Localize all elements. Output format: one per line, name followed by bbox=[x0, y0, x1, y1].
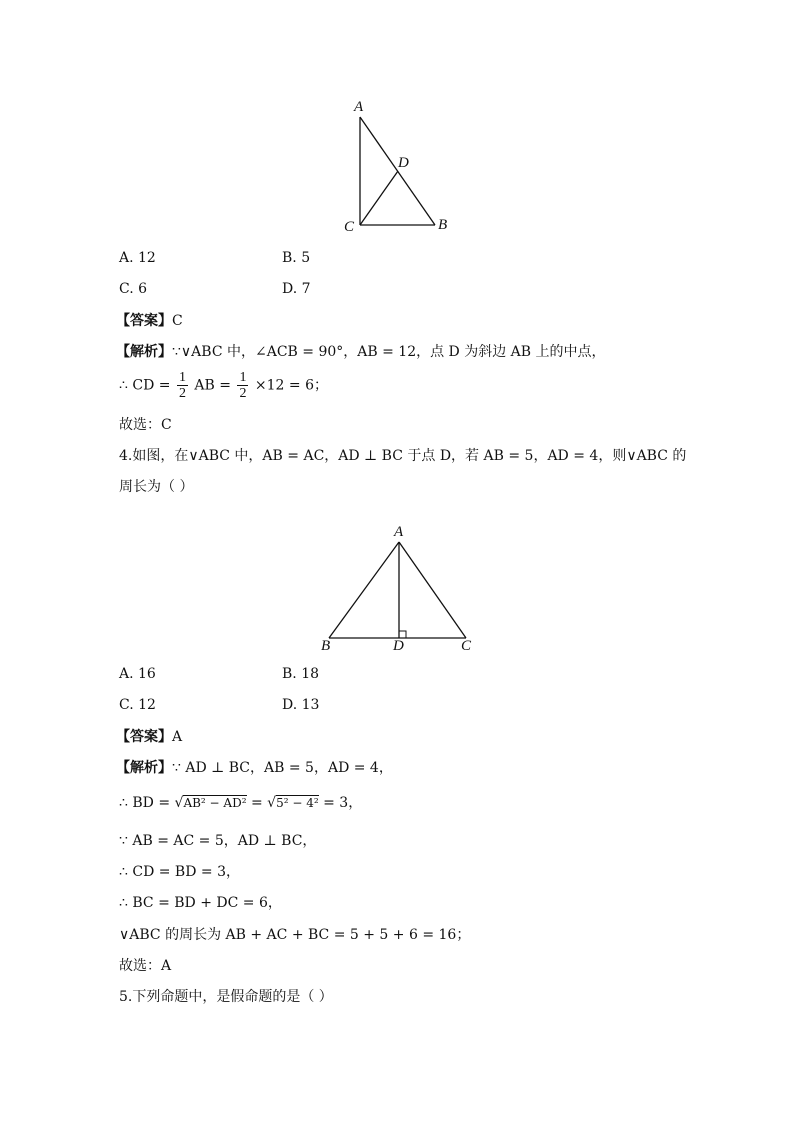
q3-choose: 故选：C bbox=[119, 417, 172, 433]
formula-end: ×12 = 6； bbox=[254, 377, 328, 394]
analysis-label: 【解析】 bbox=[116, 344, 172, 360]
q5-stem: 5.下列命题中，是假命题的是（ ） bbox=[119, 989, 333, 1005]
vertex-label-c: C bbox=[344, 219, 355, 235]
vertex-label-d: D bbox=[398, 155, 409, 171]
figure-isosceles-triangle bbox=[315, 524, 485, 660]
answer-value: C bbox=[172, 313, 183, 329]
answer-label: 【答案】 bbox=[116, 729, 172, 745]
answer-value: A bbox=[172, 729, 183, 745]
q3-option-b: B. 5 bbox=[282, 250, 311, 266]
figure-right-triangle bbox=[340, 95, 460, 240]
vertex-label-b: B bbox=[438, 217, 448, 233]
q4-option-c: C. 12 bbox=[119, 697, 156, 713]
q3-option-c: C. 6 bbox=[119, 281, 148, 297]
vertex-label-d: D bbox=[393, 638, 404, 654]
q4-analysis-line1 bbox=[116, 759, 393, 777]
q4-option-d: D. 13 bbox=[282, 697, 320, 713]
vertex-label-a: A bbox=[394, 524, 404, 540]
q4-answer bbox=[116, 728, 182, 746]
q4-analysis-line3: ∵ AB = AC = 5，AD ⊥ BC， bbox=[119, 833, 317, 849]
q4-analysis-line2 bbox=[119, 794, 362, 812]
q3-option-d: D. 7 bbox=[282, 281, 311, 297]
fraction-half-2 bbox=[237, 370, 248, 401]
q4-analysis-line6: ∨ABC 的周长为 AB + AC + BC = 5 + 5 + 6 = 16； bbox=[119, 927, 471, 943]
sqrt-1: √AB² − AD² bbox=[174, 795, 247, 811]
formula-lhs: ∴ CD = bbox=[119, 377, 171, 394]
frac-num: 1 bbox=[178, 370, 186, 385]
q4-analysis-line4: ∴ CD = BD = 3， bbox=[119, 864, 240, 880]
q4-choose: 故选：A bbox=[119, 958, 172, 974]
analysis-text: ∵ AD ⊥ BC，AB = 5，AD = 4， bbox=[172, 760, 393, 776]
radicand-2: 5² − 4² bbox=[276, 796, 319, 810]
frac-den: 2 bbox=[178, 386, 186, 401]
fraction-half-1 bbox=[177, 370, 188, 401]
q4-stem-line1: 4.如图，在∨ABC 中，AB = AC，AD ⊥ BC 于点 D，若 AB = 5，AD = 4，则∨ABC 的 bbox=[119, 448, 687, 464]
analysis-text: ∵∨ABC 中，∠ACB = 90°，AB = 12，点 D 为斜边 AB 上的中点， bbox=[172, 344, 606, 360]
q4-option-b: B. 18 bbox=[282, 666, 320, 682]
q3-analysis-line2 bbox=[119, 370, 328, 401]
answer-label: 【答案】 bbox=[116, 313, 172, 329]
q4-stem-line2: 周长为（ ） bbox=[119, 479, 194, 495]
radicand-1: AB² − AD² bbox=[183, 796, 247, 810]
q3-option-a: A. 12 bbox=[119, 250, 156, 266]
sqrt-2: √5² − 4² bbox=[267, 795, 319, 811]
q3-answer bbox=[116, 312, 183, 330]
vertex-label-c: C bbox=[461, 638, 472, 654]
formula-lhs: ∴ BD = bbox=[119, 795, 171, 811]
vertex-label-a: A bbox=[354, 99, 364, 115]
frac-num: 1 bbox=[239, 370, 247, 385]
formula-eq: = bbox=[250, 795, 263, 811]
formula-end: = 3， bbox=[323, 795, 363, 811]
vertex-label-b: B bbox=[321, 638, 331, 654]
q3-analysis-line1 bbox=[116, 343, 606, 361]
analysis-label: 【解析】 bbox=[116, 760, 172, 776]
q4-analysis-line5: ∴ BC = BD + DC = 6， bbox=[119, 895, 282, 911]
formula-mid: AB = bbox=[194, 377, 231, 394]
q4-option-a: A. 16 bbox=[119, 666, 156, 682]
frac-den: 2 bbox=[239, 386, 247, 401]
